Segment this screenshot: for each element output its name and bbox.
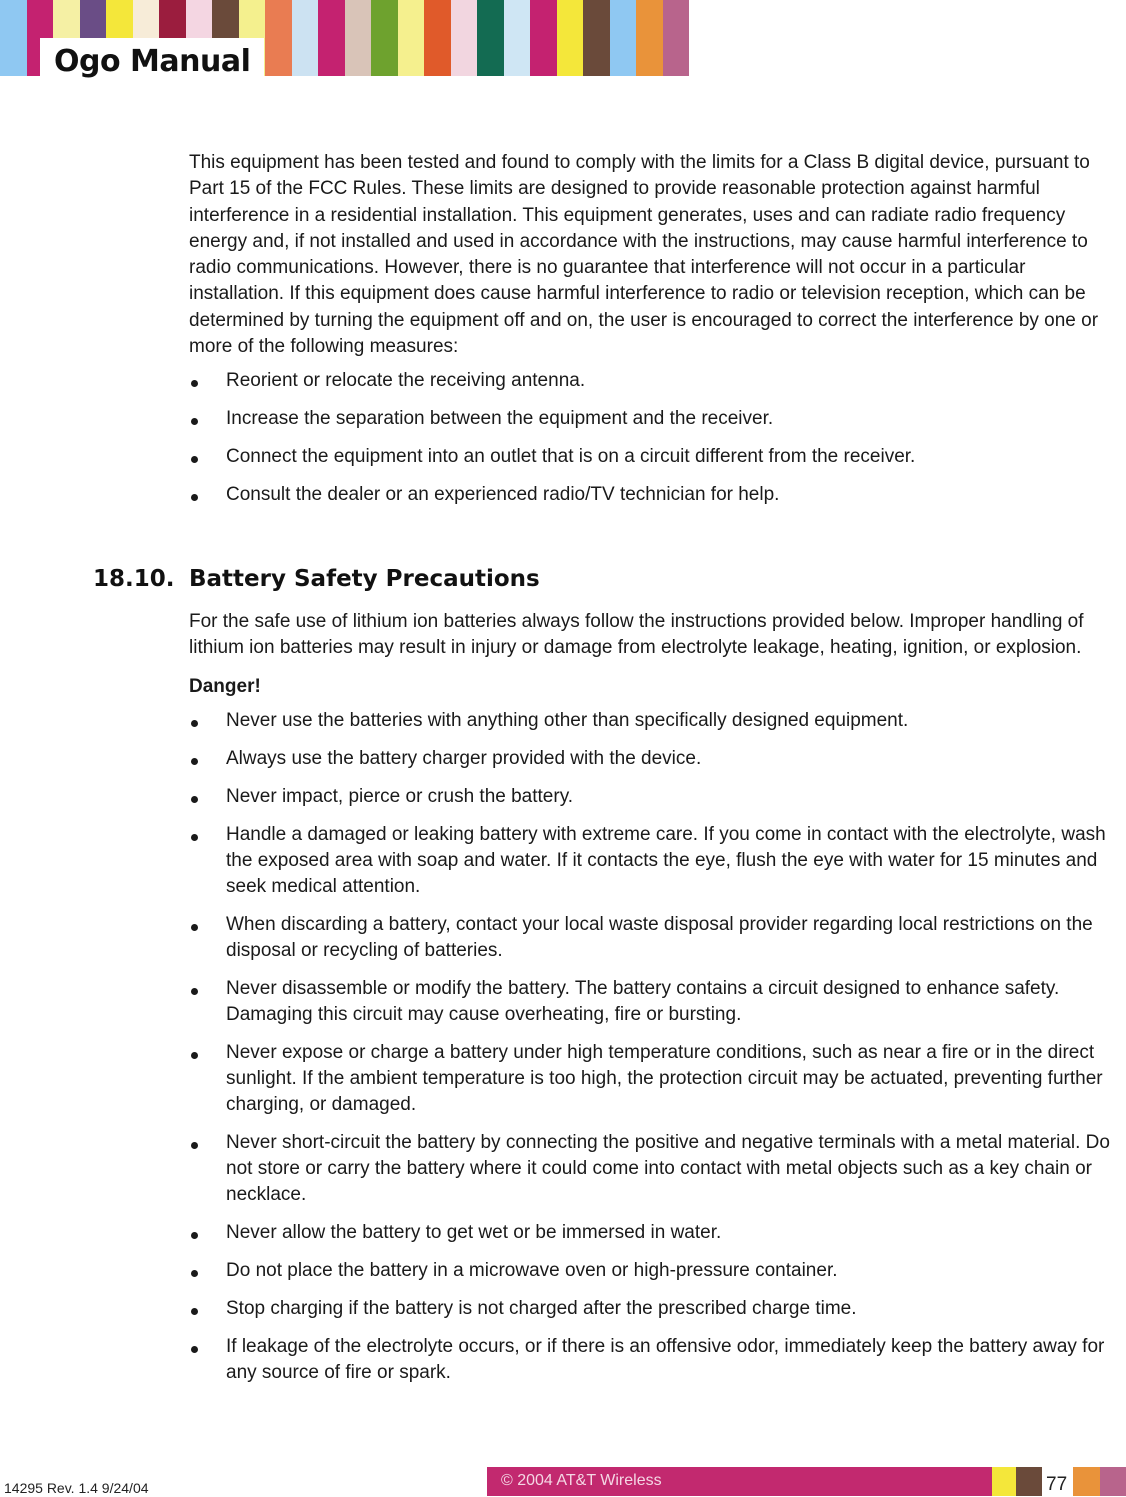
list-item — [189, 784, 1124, 810]
list-item — [189, 912, 1124, 964]
list-item-text: Never allow the battery to get wet or be immersed in water. — [226, 1221, 722, 1243]
measures-list — [189, 368, 1124, 508]
bullet-icon — [191, 834, 198, 841]
list-item — [189, 1130, 1124, 1208]
color-stripe — [504, 0, 531, 76]
copyright-text: © 2004 AT&T Wireless — [501, 1472, 662, 1489]
bullet-icon — [191, 1232, 198, 1239]
bullet-icon — [191, 1142, 198, 1149]
list-item-text: Increase the separation between the equipment and the receiver. — [226, 408, 774, 430]
color-stripe — [451, 0, 478, 76]
color-stripe — [583, 0, 610, 76]
list-item-text: Consult the dealer or an experienced radio/TV technician for help. — [226, 484, 780, 506]
bullet-icon — [191, 758, 198, 765]
list-item — [189, 1296, 1124, 1322]
danger-label: Danger! — [189, 675, 261, 697]
color-stripe — [265, 0, 292, 76]
bullet-icon — [191, 1270, 198, 1277]
list-item-text: Connect the equipment into an outlet that is on a circuit different from the receiver. — [226, 446, 916, 468]
color-stripe — [636, 0, 663, 76]
footer-square — [1016, 1467, 1042, 1496]
list-item-text: When discarding a battery, contact your local waste disposal provider regarding local restrictions on the disposal or recycling of batteries. — [226, 913, 1093, 961]
list-item — [189, 368, 1124, 394]
list-item — [189, 1040, 1124, 1118]
bullet-icon — [191, 796, 198, 803]
color-stripe — [318, 0, 345, 76]
color-stripe — [371, 0, 398, 76]
footer-square — [992, 1467, 1016, 1496]
bullet-icon — [191, 1308, 198, 1315]
list-item-text: Never impact, pierce or crush the battery. — [226, 785, 574, 807]
list-item — [189, 822, 1124, 900]
color-stripe — [424, 0, 451, 76]
color-stripe — [398, 0, 425, 76]
color-stripe — [610, 0, 637, 76]
battery-section — [189, 609, 1124, 1398]
list-item-text: If leakage of the electrolyte occurs, or if there is an offensive odor, immediately keep the battery away for any source of fire or spark. — [226, 1335, 1105, 1383]
footer-square — [1073, 1467, 1100, 1496]
color-stripe — [477, 0, 504, 76]
document-reference: 14295 Rev. 1.4 9/24/04 — [4, 1480, 149, 1496]
section-number: 18.10. — [93, 566, 175, 592]
list-item — [189, 1258, 1124, 1284]
list-item — [189, 406, 1124, 432]
list-item — [189, 746, 1124, 772]
fcc-paragraph: This equipment has been tested and found to comply with the limits for a Class B digital device, pursuant to Part 15 of the FCC Rules. These limits are designed to provide reasonable protection against harmful interference in a residential installation. This equipment generates, uses and can radiate radio frequency energy and, if not installed and used in accordance with the instructions, may cause harmful interference to radio communications. However, there is no guarantee that interference will not occur in a particular installation. If this equipment does cause harmful interference to radio or television reception, which can be determined by turning the equipment off and on, the user is encouraged to correct the interference by one or more of the following measures: — [189, 152, 1099, 358]
list-item — [189, 482, 1124, 508]
list-item — [189, 1220, 1124, 1246]
bullet-icon — [191, 380, 198, 387]
bullet-icon — [191, 456, 198, 463]
list-item-text: Never expose or charge a battery under high temperature conditions, such as near a fire or in the direct sunlight. If the ambient temperature is too high, the protection circuit may be actuated, preventing further charging, or damaged. — [226, 1041, 1103, 1115]
color-stripe — [530, 0, 557, 76]
color-stripe — [557, 0, 584, 76]
color-stripe — [292, 0, 319, 76]
list-item-text: Never short-circuit the battery by connecting the positive and negative terminals with a metal material. Do not store or carry the battery where it could come into contact with metal objects such as a key chain or necklace. — [226, 1131, 1110, 1205]
list-item-text: Always use the battery charger provided with the device. — [226, 747, 702, 769]
list-item — [189, 444, 1124, 470]
color-stripe — [0, 0, 27, 76]
bullet-icon — [191, 1052, 198, 1059]
page-number: 77 — [1046, 1474, 1068, 1495]
list-item — [189, 708, 1124, 734]
bullet-icon — [191, 720, 198, 727]
footer-square — [1100, 1467, 1126, 1496]
list-item-text: Handle a damaged or leaking battery with extreme care. If you come in contact with the electrolyte, wash the exposed area with soap and water. If it contacts the eye, flush the eye with water for 15 minutes and seek medical attention. — [226, 823, 1106, 897]
bullet-icon — [191, 988, 198, 995]
manual-logo: Ogo Manual — [54, 44, 251, 79]
list-item-text: Never disassemble or modify the battery. The battery contains a circuit designed to enhance safety. Damaging this circuit may cause overheating, fire or bursting. — [226, 977, 1060, 1025]
bullet-icon — [191, 924, 198, 931]
bullet-icon — [191, 494, 198, 501]
bullet-icon — [191, 1346, 198, 1353]
battery-paragraph: For the safe use of lithium ion batteries always follow the instructions provided below. Improper handling of lithium ion batteries may result in injury or damage from electrolyte leakage, heating, ignition, or explosion. — [189, 611, 1084, 659]
bullet-icon — [191, 418, 198, 425]
color-stripe — [663, 0, 690, 76]
section-heading — [93, 566, 540, 592]
list-item — [189, 1334, 1124, 1386]
list-item-text: Reorient or relocate the receiving antenna. — [226, 370, 586, 392]
intro-section — [189, 150, 1124, 520]
color-stripe — [345, 0, 372, 76]
danger-list — [189, 708, 1124, 1386]
list-item — [189, 976, 1124, 1028]
list-item-text: Stop charging if the battery is not charged after the prescribed charge time. — [226, 1297, 857, 1319]
list-item-text: Never use the batteries with anything other than specifically designed equipment. — [226, 709, 909, 731]
section-title: Battery Safety Precautions — [189, 566, 540, 592]
list-item-text: Do not place the battery in a microwave oven or high-pressure container. — [226, 1259, 838, 1281]
